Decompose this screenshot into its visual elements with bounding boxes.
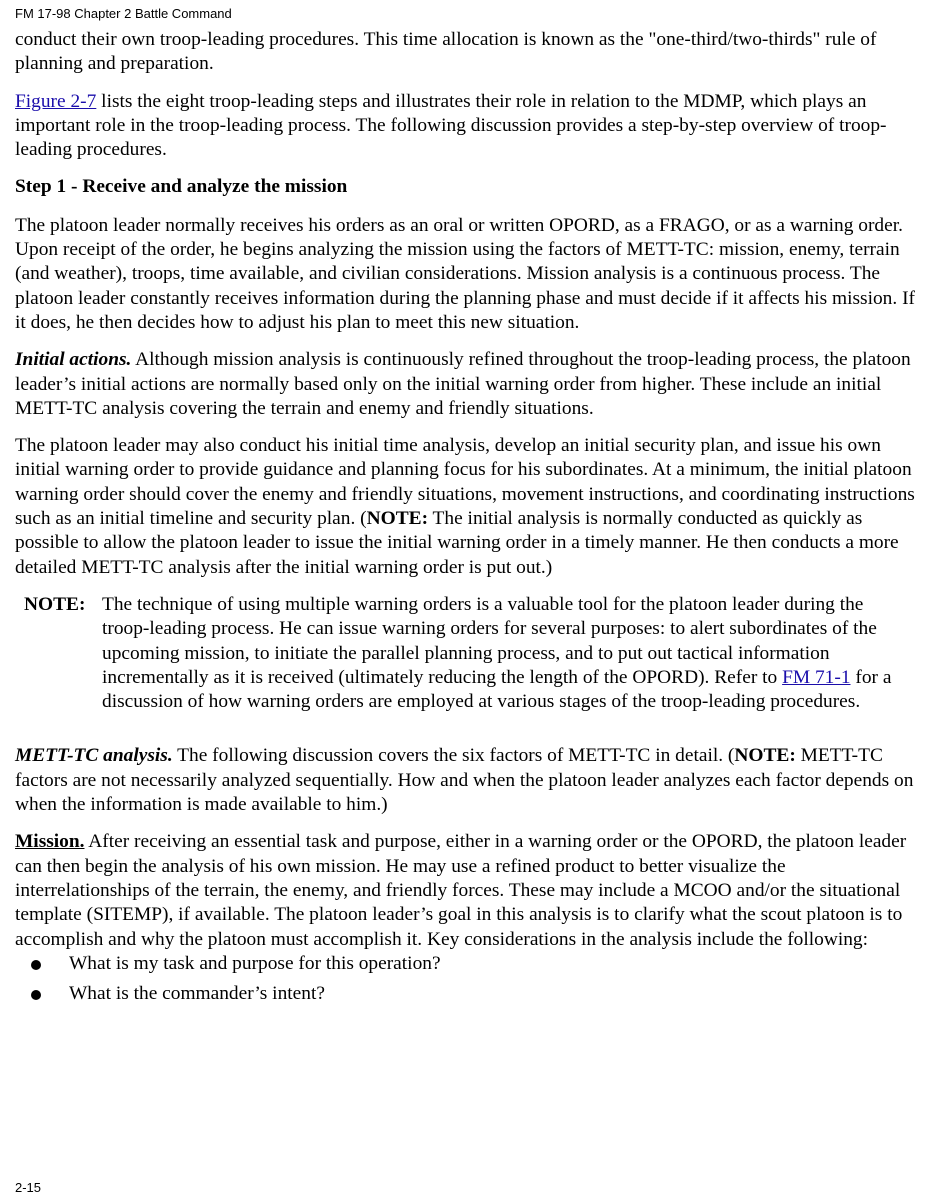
mett-tc-text-b: METT-TC factors are not necessarily analyzed sequentially. How and when the platoon leader analyzes each factor depends on when the information is made available to him.) — [15, 745, 914, 816]
mission-paragraph — [15, 830, 915, 951]
step-1-paragraph-1: The platoon leader normally receives his orders as an oral or written OPORD, as a FRAGO, or as a warning order. Upon receipt of the order, he begins analyzing the mission using the factors of METT-TC: mission, enemy, terrain (and weather), troops, time available, and civilian considerations. Mission analysis is a continuous process. The platoon leader constantly receives information during the planning phase and must decide if it affects his mission. If it does, he then decides how to adjust his plan to meet this new situation. — [15, 214, 915, 333]
list-item — [15, 952, 915, 976]
considerations-list — [15, 952, 915, 1007]
figure-2-7-link[interactable]: Figure 2-7 — [15, 90, 97, 112]
document-body — [15, 28, 915, 1012]
initial-actions-text: Although mission analysis is continuously refined throughout the troop-leading process, the platoon leader’s initial actions are normally based only on the initial warning order from higher. These include an initial METT-TC analysis covering the terrain and enemy and friendly situations. — [15, 349, 911, 419]
list-item-text: What is my task and purpose for this operation? — [69, 952, 441, 974]
note-text-a: The technique of using multiple warning orders is a valuable tool for the platoon leader during the troop-leading process. He can issue warning orders for several purposes: to alert subordinates of the upcoming mission, to initiate the parallel planning process, and to put out tactical information incrementally as it is received (ultimately reducing the length of the OPORD). Refer to — [102, 593, 877, 688]
inline-note-label: NOTE: — [366, 508, 429, 530]
intro-paragraph-1: conduct their own troop-leading procedures. This time allocation is known as the "one-third/two-thirds" rule of planning and preparation. — [15, 29, 877, 75]
note-label: NOTE: — [24, 593, 86, 615]
note-text-b: for a discussion of how warning orders are employed at various stages of the troop-leading procedures. — [102, 666, 892, 713]
initial-actions-lead: Initial actions. — [15, 349, 132, 371]
mett-tc-note-label: NOTE: — [734, 745, 796, 767]
running-header: FM 17-98 Chapter 2 Battle Command — [15, 6, 232, 21]
mett-tc-paragraph — [15, 744, 915, 817]
initial-analysis-text-b: The initial analysis is normally conducted as quickly as possible to allow the platoon leader to issue the initial warning order in a timely manner. He then conducts a more detailed METT-TC analysis after the initial warning order is put out.) — [15, 508, 899, 578]
initial-actions-paragraph — [15, 348, 915, 421]
bullet-icon — [31, 960, 41, 970]
intro-paragraph-2 — [15, 90, 915, 163]
bullet-icon — [31, 990, 41, 1000]
step-1-heading: Step 1 - Receive and analyze the mission — [15, 176, 348, 198]
fm-71-1-link[interactable]: FM 71-1 — [782, 666, 851, 688]
initial-analysis-paragraph — [15, 434, 915, 580]
mett-tc-lead: METT-TC analysis. — [15, 745, 173, 767]
mett-tc-text-a: The following discussion covers the six factors of METT-TC in detail. ( — [172, 745, 735, 767]
list-item-text: What is the commander’s intent? — [69, 983, 325, 1005]
page-number: 2-15 — [15, 1180, 42, 1195]
mission-lead: Mission. — [15, 831, 85, 853]
list-item — [15, 982, 915, 1006]
warning-orders-note — [24, 593, 915, 714]
initial-analysis-text-a: The platoon leader may also conduct his initial time analysis, develop an initial security plan, and issue his own initial warning order to provide guidance and planning focus for his subordinates. At a minimum, the initial platoon warning order should cover the enemy and friendly situations, movement instructions, and coordinating instructions such as an initial timeline and security plan. ( — [15, 435, 915, 530]
intro-paragraph-2-text: lists the eight troop-leading steps and illustrates their role in relation to the MDMP, which plays an important role in the troop-leading process. The following discussion provides a step-by-step overview of troop-leading procedures. — [15, 90, 887, 161]
mission-text: After receiving an essential task and purpose, either in a warning order or the OPORD, the platoon leader can then begin the analysis of his own mission. He may use a refined product to better visualize the interrelationships of the terrain, the enemy, and friendly forces. These may include a MCOO and/or the situational template (SITEMP), if available. The platoon leader’s goal in this analysis is to clarify what the scout platoon is to accomplish and why the platoon must accomplish it. Key considerations in the analysis include the following: — [15, 831, 907, 950]
note-text — [102, 593, 915, 714]
